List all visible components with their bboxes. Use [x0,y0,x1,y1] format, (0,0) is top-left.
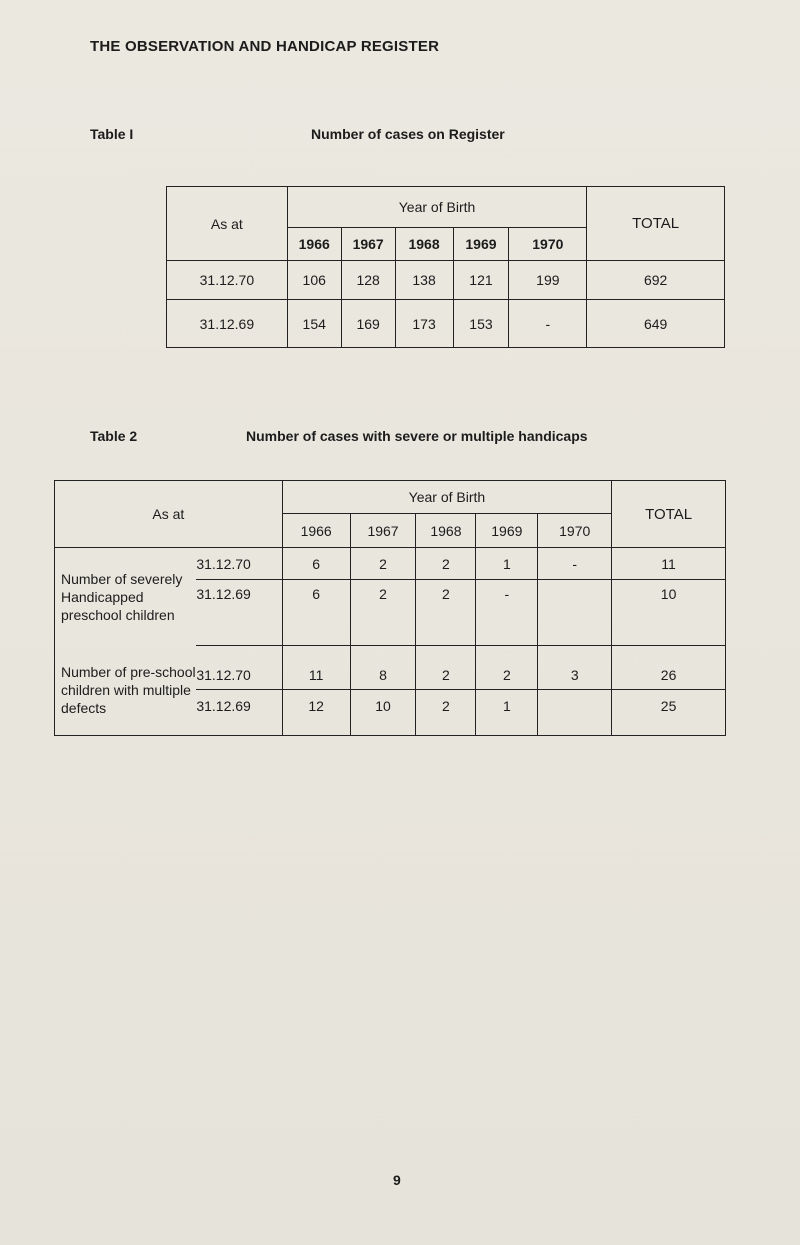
table2-header-total: TOTAL [612,481,726,548]
table2-cell: 2 [416,690,476,736]
table2-year-header: 1967 [350,514,416,548]
table2-year-header: 1970 [538,514,612,548]
table1-header-total: TOTAL [587,187,725,261]
table2-cell: 2 [350,580,416,646]
table1-cell: 154 [287,300,341,348]
table-row [55,646,726,690]
table2-year-header: 1966 [282,514,350,548]
table1-cell: 153 [453,300,509,348]
table2-cell: 2 [416,580,476,646]
table1-cell: 128 [341,261,395,300]
table-row [167,300,725,348]
table2-cell: 2 [350,548,416,580]
table2-label: Table 2 [90,428,138,444]
table1-year-header: 1966 [287,228,341,261]
table2-cell: 6 [282,548,350,580]
page-heading: THE OBSERVATION AND HANDICAP REGISTER [90,38,440,55]
table2-cell [538,580,612,646]
table1-cell: 173 [395,300,453,348]
table2-header-as-at: As at [55,481,283,548]
table1-cell: 199 [509,261,587,300]
table1-cell: 121 [453,261,509,300]
table2-group-label: Number of pre-school children with multiple defects [55,646,197,736]
table1-register-cases [166,186,725,348]
table1-year-header: 1970 [509,228,587,261]
table1-title: Number of cases on Register [311,126,505,142]
table2-cell: 1 [476,690,538,736]
table1-year-header: 1968 [395,228,453,261]
table1-year-header: 1969 [453,228,509,261]
page-number: 9 [393,1172,401,1188]
table2-cell-date: 31.12.70 [196,548,282,580]
table2-group-label: Number of severely Handicapped preschool children [55,548,197,646]
table1-cell-total: 649 [587,300,725,348]
table2-cell: 3 [538,646,612,690]
table1-header-as-at: As at [167,187,288,261]
table1-cell: - [509,300,587,348]
table1-cell: 106 [287,261,341,300]
table1-cell-date: 31.12.70 [167,261,288,300]
table2-cell: 6 [282,580,350,646]
table2-cell: - [476,580,538,646]
table1-year-header: 1967 [341,228,395,261]
table2-cell: 2 [416,646,476,690]
table1-label: Table I [90,126,134,142]
table2-cell-date: 31.12.69 [196,690,282,736]
table2-year-header: 1968 [416,514,476,548]
table2-title: Number of cases with severe or multiple handicaps [246,428,588,444]
table2-cell-date: 31.12.70 [196,646,282,690]
table2-cell-date: 31.12.69 [196,580,282,646]
table2-cell: 2 [416,548,476,580]
table2-cell-total: 10 [612,580,726,646]
table2-severe-multiple-handicaps [54,480,726,736]
table1-cell-total: 692 [587,261,725,300]
table2-header-year-of-birth: Year of Birth [282,481,611,514]
table1-cell: 138 [395,261,453,300]
table2-cell: 8 [350,646,416,690]
table2-cell-total: 26 [612,646,726,690]
table-row [55,548,726,580]
table2-cell [538,690,612,736]
table2-cell: 11 [282,646,350,690]
table2-cell: 10 [350,690,416,736]
table2-year-header: 1969 [476,514,538,548]
table2-cell-total: 11 [612,548,726,580]
table2-cell: 12 [282,690,350,736]
table-row [167,261,725,300]
table1-cell: 169 [341,300,395,348]
table1-header-year-of-birth: Year of Birth [287,187,587,228]
table2-cell: - [538,548,612,580]
table2-cell: 1 [476,548,538,580]
table2-cell: 2 [476,646,538,690]
table2-cell-total: 25 [612,690,726,736]
table1-cell-date: 31.12.69 [167,300,288,348]
